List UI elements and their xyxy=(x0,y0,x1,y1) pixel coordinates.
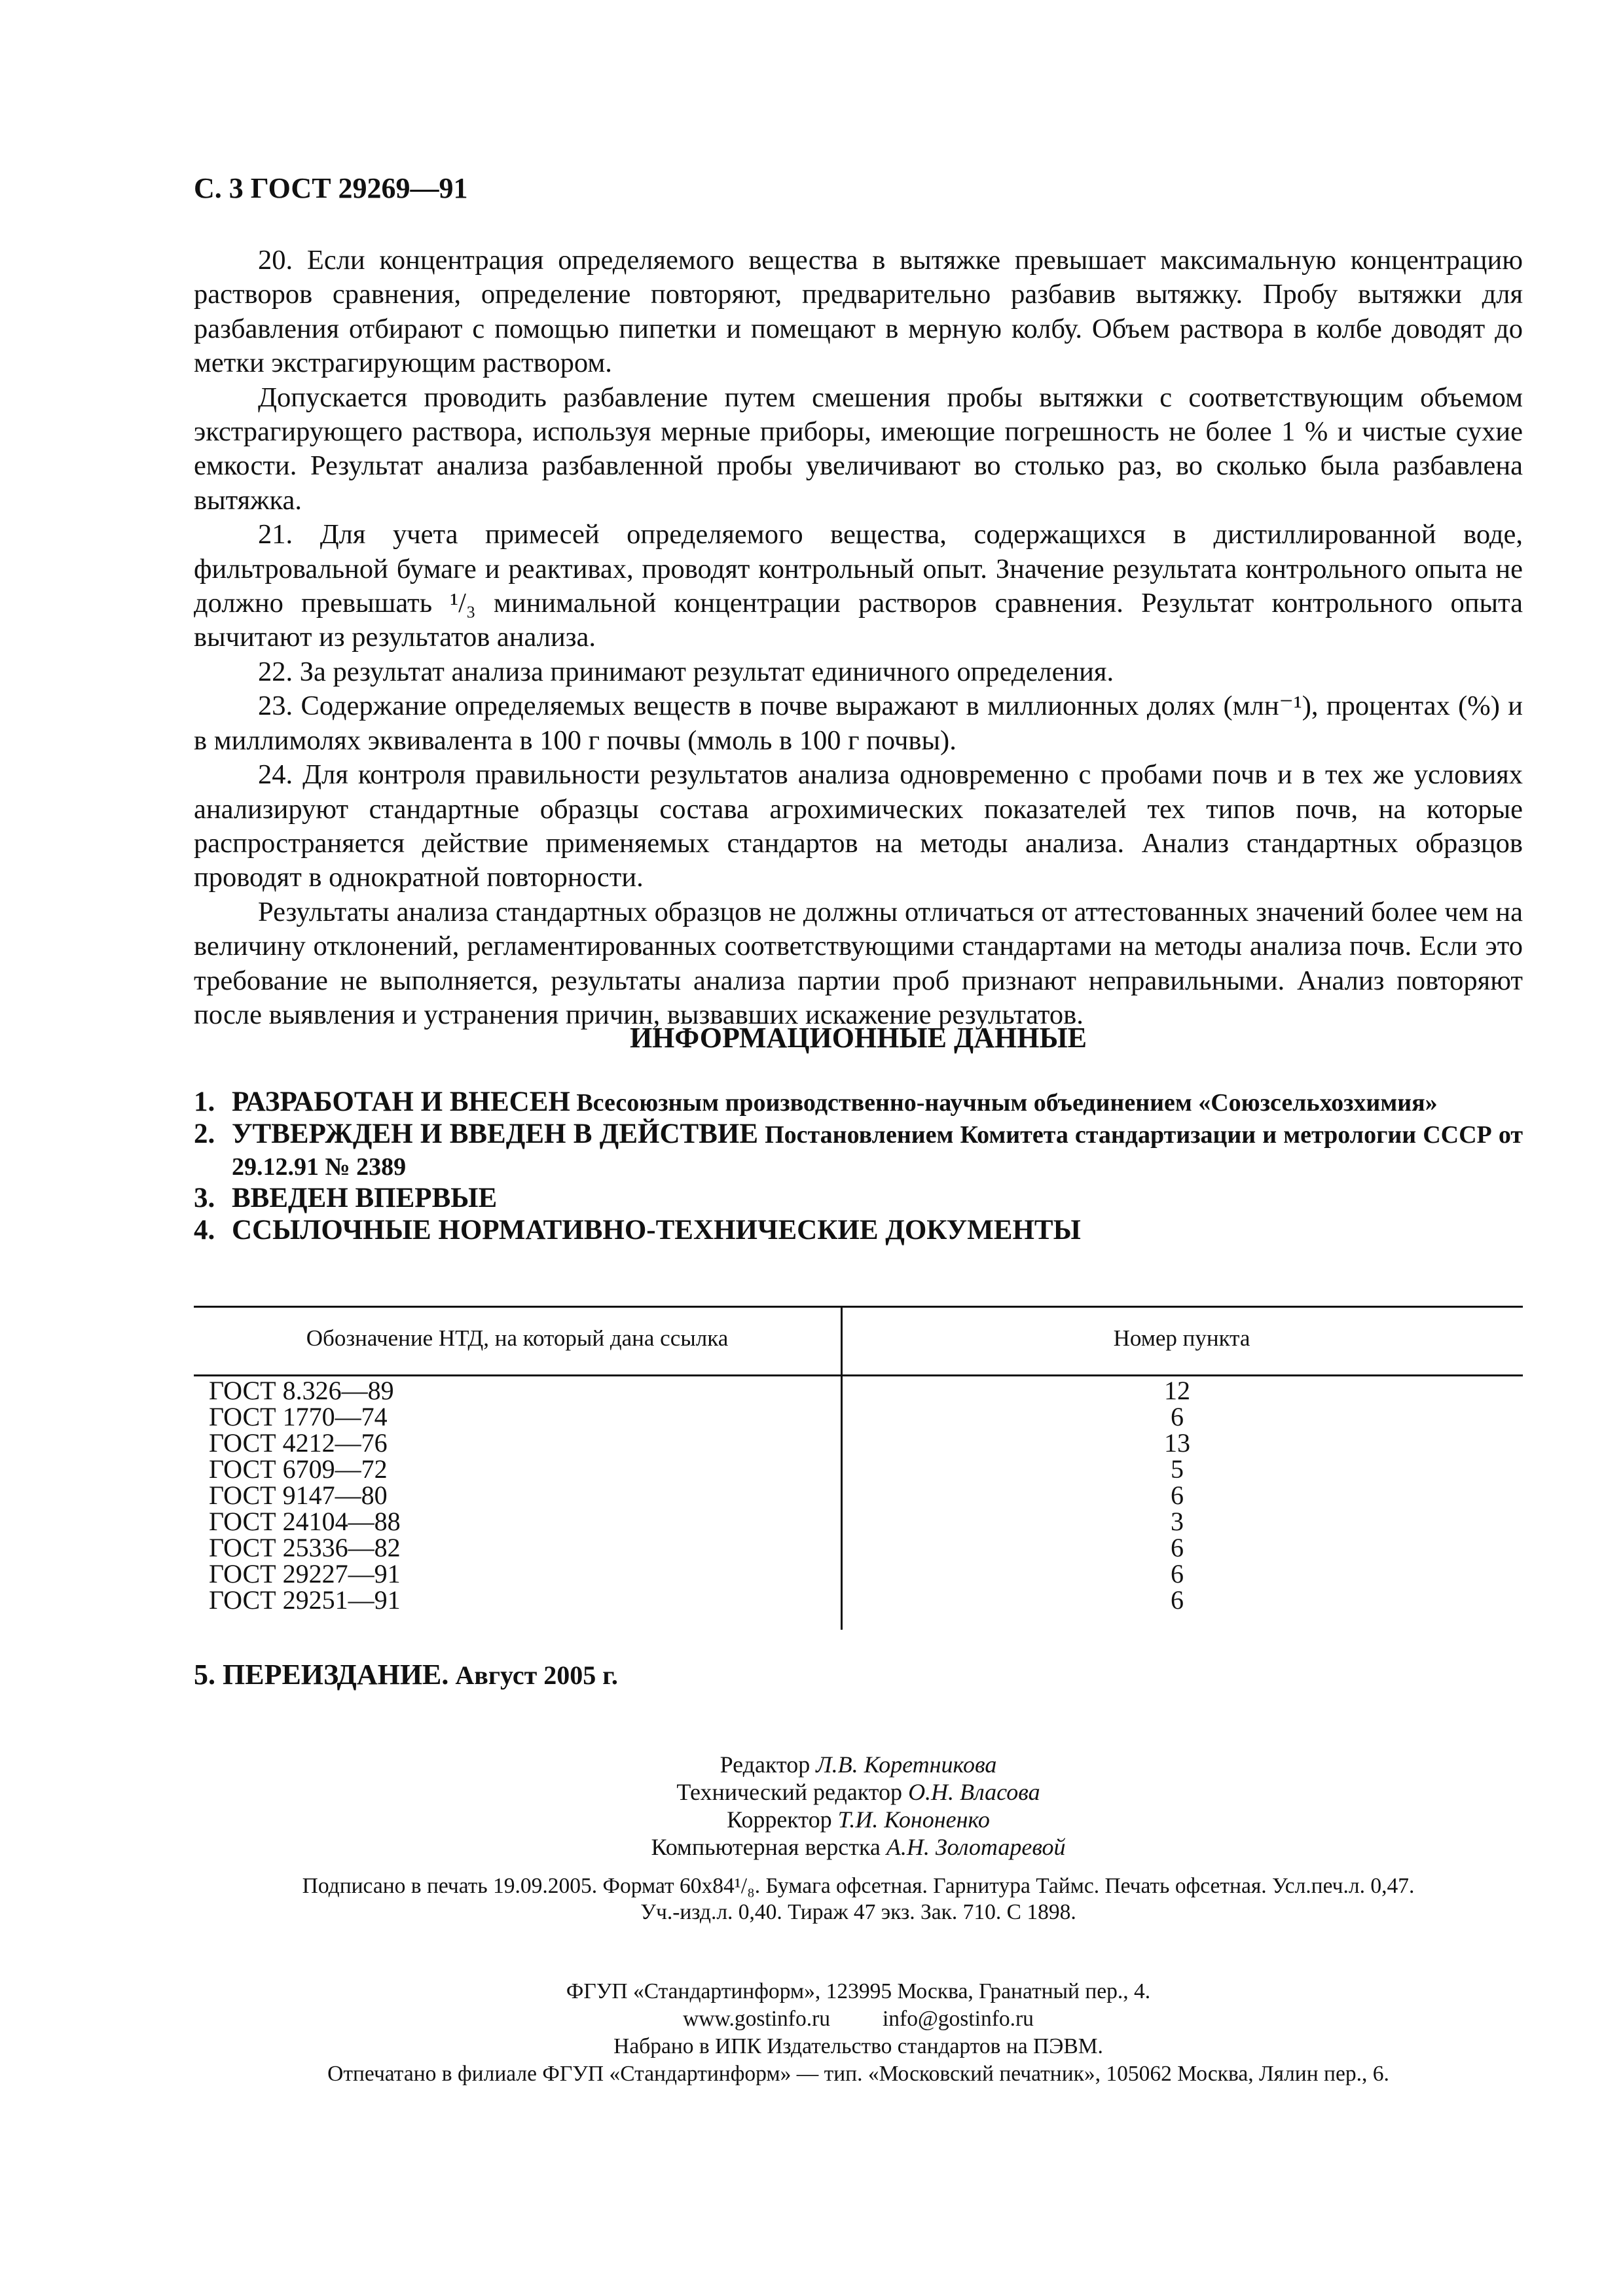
body-text xyxy=(194,243,1523,1032)
publisher-info xyxy=(194,1978,1523,2088)
table-cell-clause: 6 xyxy=(1171,1533,1184,1562)
credit-role: Компьютерная верстка xyxy=(651,1834,881,1860)
table-cell-designation: ГОСТ 25336—82 xyxy=(209,1533,401,1562)
table-column-divider xyxy=(841,1306,843,1630)
paragraph-dilution: Допускается проводить разбавление путем смешения пробы вытяжки с соответствующим объемом экстрагирующего раствора, используя мерные приборы, имеющие погрешность не более 1 % и чистые сухие емкости. Результат анализа разбавленной пробы увеличивают во столько раз, во сколько была разбавлена вытяжка. xyxy=(194,382,1523,516)
info-item-text: Всесоюзным производственно-научным объединением «Союзсельхозхимия» xyxy=(570,1089,1438,1117)
credit-role: Редактор xyxy=(720,1751,811,1778)
table-column-clause xyxy=(1137,1378,1218,1613)
reissue-heading: ПЕРЕИЗДАНИЕ. xyxy=(223,1659,449,1691)
info-item-2 xyxy=(194,1119,1523,1183)
table-cell-designation: ГОСТ 24104—88 xyxy=(209,1507,401,1536)
info-item-heading: УТВЕРЖДЕН И ВВЕДЕН В ДЕЙСТВИЕ xyxy=(232,1119,759,1149)
info-item-heading: ССЫЛОЧНЫЕ НОРМАТИВНО-ТЕХНИЧЕСКИЕ ДОКУМЕНТЫ xyxy=(232,1215,1081,1246)
paragraph-20: 20. Если концентрация определяемого вещества в вытяжке превышает максимальную концентрацию растворов сравнения, определение повторяют, предварительно разбавив вытяжку. Пробу вытяжки для разбавления отбирают с помощью пипетки и помещают в мерную колбу. Объем раствора в колбе доводят до метки экстрагирующим раствором. xyxy=(194,245,1523,379)
table-cell-designation: ГОСТ 6709—72 xyxy=(209,1454,388,1484)
credits-block xyxy=(194,1751,1523,1861)
paragraph-21: 21. Для учета примесей определяемого вещества, содержащихся в дистиллированной воде, фильтровальной бумаге и реактивах, проводят контрольный опыт. Значение результата контрольного опыта не должно превышать ¹/₃ минимальной концентрации растворов сравнения. Результат контрольного опыта вычитают из результатов анализа. xyxy=(194,519,1523,653)
reissue-date: Август 2005 г. xyxy=(448,1660,618,1690)
table-top-rule xyxy=(194,1306,1523,1308)
credit-layout xyxy=(194,1833,1523,1861)
paragraph-23: 23. Содержание определяемых веществ в почве выражают в миллионных долях (млн⁻¹), процентах (%) и в миллимолях эквивалента в 100 г почвы (ммоль в 100 г почвы). xyxy=(194,691,1523,756)
print-info-line-2: Уч.-изд.л. 0,40. Тираж 47 экз. Зак. 710. С 1898. xyxy=(640,1900,1076,1924)
info-item-number: 2. xyxy=(194,1119,215,1149)
table-header-designation: Обозначение НТД, на который дана ссылка xyxy=(306,1325,729,1351)
paragraph-22: 22. За результат анализа принимают результат единичного определения. xyxy=(258,656,1114,687)
page-header: С. 3 ГОСТ 29269—91 xyxy=(194,172,468,204)
table-cell-designation: ГОСТ 1770—74 xyxy=(209,1402,388,1431)
table-cell-designation: ГОСТ 8.326—89 xyxy=(209,1376,394,1405)
table-cell-clause: 6 xyxy=(1171,1559,1184,1588)
publisher-printed: Отпечатано в филиале ФГУП «Стандартинформ» — тип. «Московский печатник», 105062 Москва, Лялин пер., 6. xyxy=(327,2062,1389,2086)
table-cell-clause: 3 xyxy=(1171,1507,1184,1536)
reissue-number: 5. xyxy=(194,1659,215,1691)
publisher-web xyxy=(194,2005,1523,2033)
credit-editor xyxy=(194,1751,1523,1778)
reissue-note xyxy=(194,1658,618,1691)
table-cell-clause: 13 xyxy=(1164,1428,1190,1458)
info-item-3 xyxy=(194,1183,1523,1215)
info-item-1 xyxy=(194,1086,1523,1119)
credit-tech-editor xyxy=(194,1778,1523,1806)
info-item-number: 4. xyxy=(194,1215,215,1246)
table-cell-designation: ГОСТ 4212—76 xyxy=(209,1428,388,1458)
print-info-line-1: Подписано в печать 19.09.2005. Формат 60x84¹/₈. Бумага офсетная. Гарнитура Таймс. Печать офсетная. Усл.печ.л. 0,47. xyxy=(302,1874,1415,1898)
info-list xyxy=(194,1086,1523,1247)
credit-name: Т.И. Кононенко xyxy=(837,1806,990,1833)
publisher-address: ФГУП «Стандартинформ», 123995 Москва, Гранатный пер., 4. xyxy=(566,1979,1151,2003)
paragraph-results: Результаты анализа стандартных образцов не должны отличаться от аттестованных значений более чем на величину отклонений, регламентированных соответствующими стандартами на методы анализа почв. Если это требование не выполняется, результаты анализа партии проб признают неправильными. Анализ повторяют после выявления и устранения причин, вызвавших искажение результатов. xyxy=(194,896,1523,1030)
credit-role: Корректор xyxy=(727,1806,832,1833)
credit-name: О.Н. Власова xyxy=(908,1779,1040,1805)
info-item-heading: ВВЕДЕН ВПЕРВЫЕ xyxy=(232,1183,498,1213)
publisher-typeset: Набрано в ИПК Издательство стандартов на ПЭВМ. xyxy=(613,2034,1103,2058)
credit-name: А.Н. Золотаревой xyxy=(886,1834,1066,1860)
info-item-number: 3. xyxy=(194,1183,215,1213)
table-cell-designation: ГОСТ 29227—91 xyxy=(209,1559,401,1588)
table-column-designation xyxy=(209,1378,401,1613)
credit-role: Технический редактор xyxy=(676,1779,903,1805)
table-cell-clause: 5 xyxy=(1171,1454,1184,1484)
publisher-email: info@gostinfo.ru xyxy=(882,2007,1034,2031)
table-header-clause: Номер пункта xyxy=(1113,1325,1250,1351)
publisher-website: www.gostinfo.ru xyxy=(683,2007,830,2031)
table-cell-clause: 6 xyxy=(1171,1480,1184,1510)
print-info xyxy=(194,1873,1523,1926)
table-cell-designation: ГОСТ 9147—80 xyxy=(209,1480,388,1510)
info-item-heading: РАЗРАБОТАН И ВНЕСЕН xyxy=(232,1086,570,1117)
info-item-text: Постановлением Комитета стандартизации и метрологии СССР от 29.12.91 № 2389 xyxy=(232,1121,1523,1181)
credit-name: Л.В. Коретникова xyxy=(816,1751,997,1778)
table-cell-clause: 12 xyxy=(1164,1376,1190,1405)
credit-corrector xyxy=(194,1806,1523,1833)
table-cell-clause: 6 xyxy=(1171,1585,1184,1615)
table-cell-clause: 6 xyxy=(1171,1402,1184,1431)
info-title: ИНФОРМАЦИОННЫЕ ДАННЫЕ xyxy=(629,1022,1087,1054)
table-cell-designation: ГОСТ 29251—91 xyxy=(209,1585,401,1615)
info-item-4 xyxy=(194,1215,1523,1247)
info-item-number: 1. xyxy=(194,1086,215,1117)
paragraph-24: 24. Для контроля правильности результатов анализа одновременно с пробами почв и в тех же условиях анализируют стандартные образцы состава агрохимических показателей тех типов почв, на которые распространяется действие применяемых стандартов на методы анализа. Анализ стандартных образцов проводят в однократной повторности. xyxy=(194,759,1523,893)
